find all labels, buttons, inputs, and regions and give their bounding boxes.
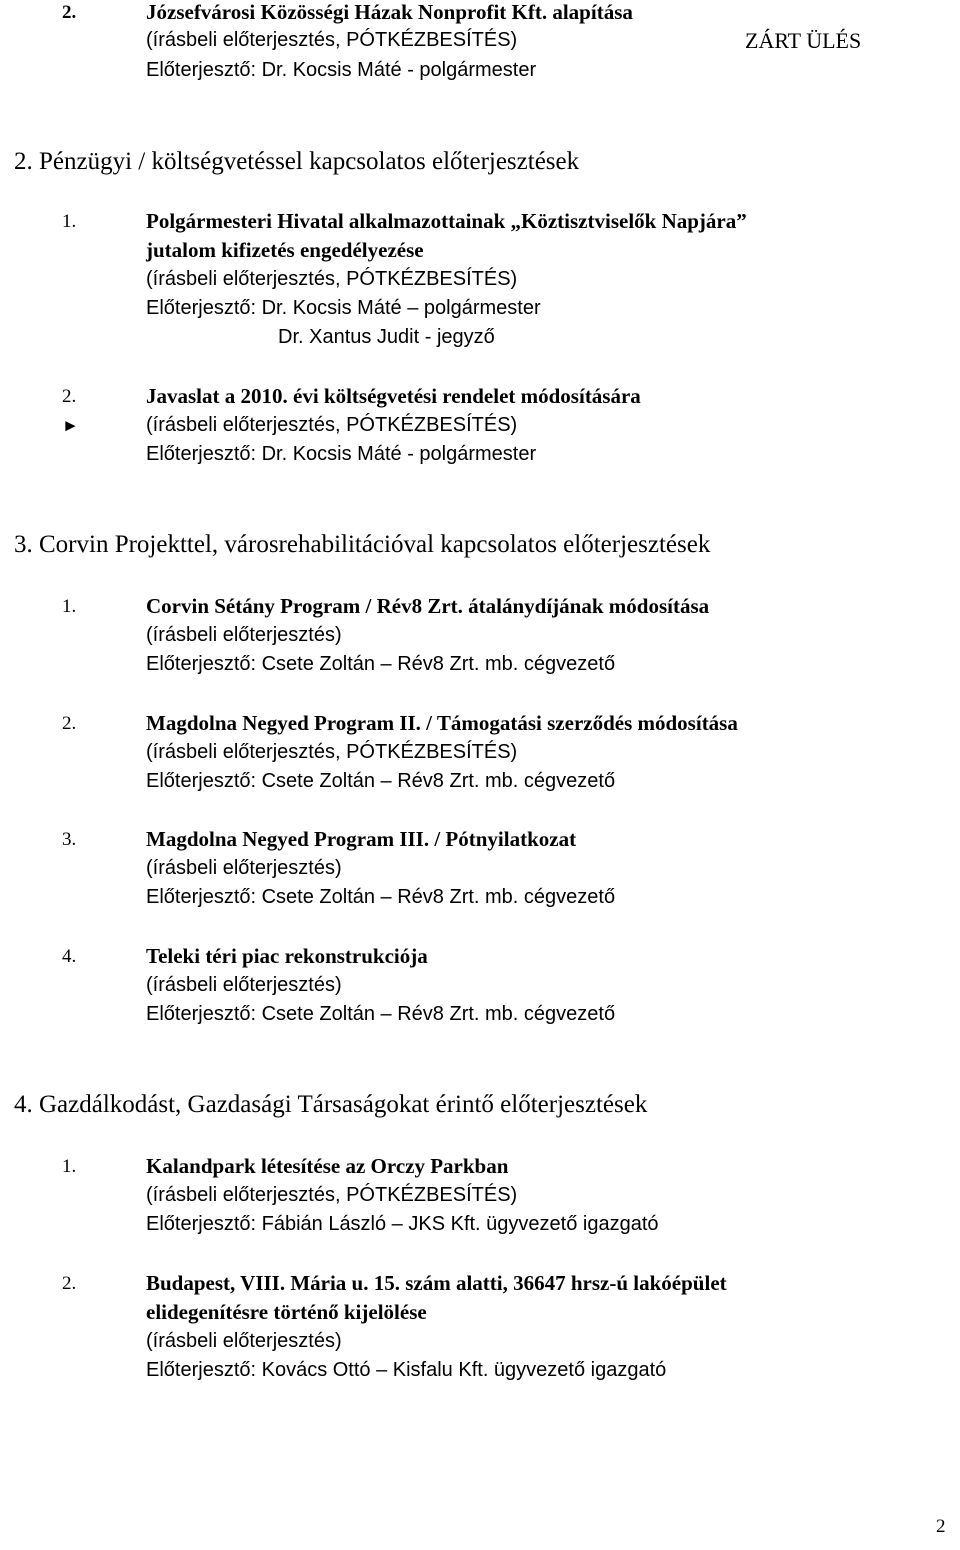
item-presenter: Előterjesztő: Kovács Ottó – Kisfalu Kft. ügyvezető igazgató [146,1359,667,1381]
section-heading: 4. Gazdálkodást, Gazdasági Társaságokat érintő előterjesztések [14,1091,648,1118]
item-presenter: Előterjesztő: Csete Zoltán – Rév8 Zrt. mb. cégvezető [146,770,616,792]
item-submission-type: (írásbeli előterjesztés) [146,624,342,646]
item-number: 2. [62,2,77,23]
item-number: 2. [62,713,77,734]
item-title: Polgármesteri Hivatal alkalmazottainak „Köztisztviselők Napjára” [146,209,747,233]
item-number: 3. [62,829,77,850]
item-number: 1. [62,1156,77,1177]
item-title: Budapest, VIII. Mária u. 15. szám alatti, 36647 hrsz-ú lakóépület [146,1271,727,1295]
item-title: Kalandpark létesítése az Orczy Parkban [146,1154,509,1178]
item-title: Magdolna Negyed Program III. / Pótnyilatkozat [146,827,577,851]
closed-session-label: ZÁRT ÜLÉS [745,28,862,53]
page-number: 2 [936,1516,946,1537]
arrow-marker-icon: ► [62,416,79,435]
item-title-continued: elidegenítésre történő kijelölése [146,1300,427,1324]
item-presenter: Előterjesztő: Dr. Kocsis Máté - polgármester [146,59,537,81]
item-title: Józsefvárosi Közösségi Házak Nonprofit Kft. alapítása [146,0,633,24]
item-presenter: Előterjesztő: Csete Zoltán – Rév8 Zrt. mb. cégvezető [146,653,616,675]
item-submission-type: (írásbeli előterjesztés, PÓTKÉZBESÍTÉS) [146,414,518,436]
item-number: 1. [62,596,77,617]
item-title: Magdolna Negyed Program II. / Támogatási szerződés módosítása [146,711,738,735]
item-submission-type: (írásbeli előterjesztés, PÓTKÉZBESÍTÉS) [146,1184,518,1206]
section-heading: 3. Corvin Projekttel, városrehabilitációval kapcsolatos előterjesztések [14,531,711,558]
item-number: 2. [62,386,77,407]
item-presenter: Előterjesztő: Fábián László – JKS Kft. ügyvezető igazgató [146,1213,659,1235]
section-heading: 2. Pénzügyi / költségvetéssel kapcsolatos előterjesztések [14,148,580,175]
item-number: 4. [62,946,77,967]
item-presenter: Előterjesztő: Csete Zoltán – Rév8 Zrt. mb. cégvezető [146,1003,616,1025]
item-submission-type: (írásbeli előterjesztés, PÓTKÉZBESÍTÉS) [146,268,518,290]
item-title: Javaslat a 2010. évi költségvetési rendelet módosítására [146,384,641,408]
item-submission-type: (írásbeli előterjesztés, PÓTKÉZBESÍTÉS) [146,29,518,51]
item-number: 2. [62,1273,77,1294]
item-number: 1. [62,211,77,232]
item-submission-type: (írásbeli előterjesztés) [146,974,342,996]
item-presenter: Előterjesztő: Csete Zoltán – Rév8 Zrt. mb. cégvezető [146,886,616,908]
item-presenter: Előterjesztő: Dr. Kocsis Máté - polgármester [146,443,537,465]
item-title-continued: jutalom kifizetés engedélyezése [146,238,424,262]
item-title: Corvin Sétány Program / Rév8 Zrt. átalánydíjának módosítása [146,594,710,618]
item-presenter-secondary: Dr. Xantus Judit - jegyző [278,326,495,348]
item-presenter: Előterjesztő: Dr. Kocsis Máté – polgármester [146,297,541,319]
item-submission-type: (írásbeli előterjesztés) [146,857,342,879]
item-submission-type: (írásbeli előterjesztés, PÓTKÉZBESÍTÉS) [146,741,518,763]
item-title: Teleki téri piac rekonstrukciója [146,944,428,968]
item-submission-type: (írásbeli előterjesztés) [146,1330,342,1352]
